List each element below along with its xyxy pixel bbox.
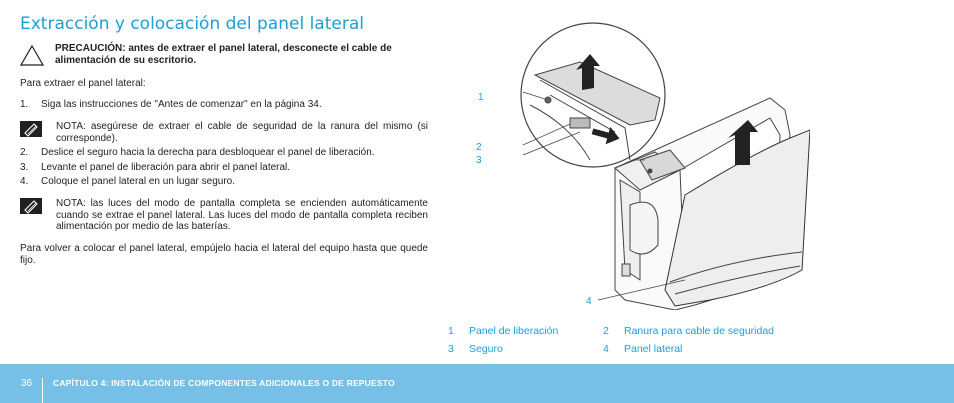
step-3 (20, 162, 428, 174)
page-title: Extracción y colocación del panel lateral (20, 14, 364, 34)
legend-text: Seguro (469, 343, 503, 355)
footer-divider (42, 378, 43, 403)
note-pencil-icon (20, 198, 42, 214)
step-number: 1. (20, 99, 29, 110)
chapter-title: CAPÍTULO 4: INSTALACIÓN DE COMPONENTES ADICIONALES O DE REPUESTO (53, 378, 395, 388)
legend-text: Panel lateral (624, 343, 683, 355)
callout-2: 2 (476, 142, 482, 153)
legend-text: Panel de liberación (469, 325, 559, 337)
note-text: NOTA: asegúrese de extraer el cable de seguridad de la ranura del mismo (si corresponde). (56, 121, 428, 144)
page-footer (0, 364, 954, 403)
note-text: NOTA: las luces del modo de pantalla completa se encienden automáticamente cuando se extrae el panel lateral. Las luces del modo de pantalla completa reciben alimentación por medio de las baterías. (56, 198, 428, 232)
legend-number: 2 (603, 325, 609, 337)
legend-number: 1 (448, 325, 454, 337)
closing-text: Para volver a colocar el panel lateral, empújelo hacia el lateral del equipo hasta que quede fijo. (20, 243, 428, 266)
computer-illustration (430, 20, 810, 310)
note-1 (20, 121, 428, 144)
step-number: 3. (20, 162, 29, 173)
step-number: 4. (20, 176, 29, 187)
warning-triangle-icon (20, 44, 44, 66)
note-2 (20, 198, 428, 233)
legend-text: Ranura para cable de seguridad (624, 325, 775, 337)
step-text: Levante el panel de liberación para abrir el panel lateral. (41, 162, 291, 173)
step-1 (20, 99, 428, 111)
step-text: Deslice el seguro hacia la derecha para desbloquear el panel de liberación. (41, 147, 375, 158)
caution-text: PRECAUCIÓN: antes de extraer el panel lateral, desconecte el cable de alimentación de su escritorio. (55, 43, 392, 66)
legend-number: 4 (603, 343, 609, 355)
step-text: Coloque el panel lateral en un lugar seguro. (41, 176, 236, 187)
step-2 (20, 147, 428, 159)
caution-block (20, 43, 428, 66)
callout-4: 4 (586, 296, 592, 307)
step-4 (20, 176, 428, 188)
page-number: 36 (21, 378, 33, 389)
step-text: Siga las instrucciones de "Antes de comenzar" en la página 34. (41, 99, 322, 110)
callout-1: 1 (478, 92, 484, 103)
step-number: 2. (20, 147, 29, 158)
note-pencil-icon (20, 121, 42, 137)
intro-text: Para extraer el panel lateral: (20, 78, 146, 89)
callout-3: 3 (476, 155, 482, 166)
legend-number: 3 (448, 343, 454, 355)
